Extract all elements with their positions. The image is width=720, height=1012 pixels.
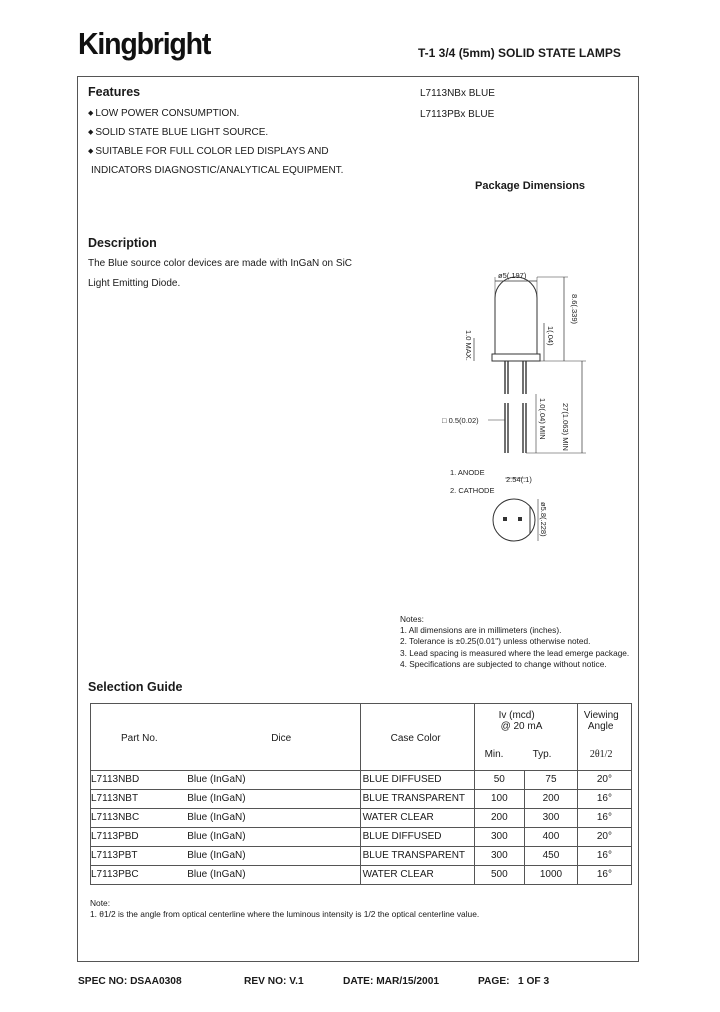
note-text: 1. θ1/2 is the angle from optical centerline where the luminous intensity is 1/2 the optical centerline value. [90, 909, 480, 919]
header-iv-condition: @ 20 mA [500, 721, 543, 732]
dim-lead-square: □ 0.5(0.02) [442, 416, 479, 425]
model-pbx: L7113PBx BLUE [420, 109, 495, 120]
feature-item-1: ◆ LOW POWER CONSUMPTION. [88, 108, 240, 119]
description-line-1: The Blue source color devices are made with InGaN on SiC [88, 258, 353, 269]
bullet-icon: ◆ [88, 148, 94, 155]
dim-top-diameter: ø5(.197) [498, 271, 527, 280]
cell-dice: Blue (InGaN) [185, 828, 360, 847]
selection-guide-table [90, 703, 632, 885]
document-title: T-1 3/4 (5mm) SOLID STATE LAMPS [418, 46, 621, 60]
cell-case: WATER CLEAR [360, 866, 474, 885]
dim-total-height: 8.6(.339) [570, 294, 579, 325]
cell-angle: 16° [577, 790, 631, 809]
cell-typ: 1000 [525, 866, 578, 885]
cell-min: 50 [474, 771, 525, 790]
cell-angle: 20° [577, 771, 631, 790]
cell-min: 200 [474, 809, 525, 828]
cell-min: 300 [474, 847, 525, 866]
header-case-color: Case Color [390, 733, 441, 744]
features-heading: Features [88, 85, 141, 99]
header-min: Min. [484, 749, 504, 760]
cell-part: L7113NBT [91, 790, 186, 809]
pin-1-label: 1. ANODE [450, 468, 485, 477]
note-3: 3. Lead spacing is measured where the lead emerge package. [400, 647, 630, 658]
feature-item-3-continuation: INDICATORS DIAGNOSTIC/ANALYTICAL EQUIPMENT. [91, 165, 344, 176]
table-row [91, 771, 632, 790]
cell-part: L7113PBT [91, 847, 186, 866]
table-row [91, 809, 632, 828]
dim-lead-length: 27(1.063) MIN [561, 403, 570, 451]
dim-dome-height: 1(.04) [546, 326, 555, 346]
cell-dice: Blue (InGaN) [185, 790, 360, 809]
led-body-outline [495, 277, 537, 354]
selection-guide-heading: Selection Guide [88, 680, 183, 694]
feature-item-2: ◆ SOLID STATE BLUE LIGHT SOURCE. [88, 127, 269, 138]
description-line-2: Light Emitting Diode. [88, 278, 181, 289]
dim-lead-spacing: 2.54(.1) [506, 475, 532, 484]
header-theta: 2θ1/2 [589, 749, 613, 760]
table-row [91, 847, 632, 866]
lead-2-cross-section [518, 517, 522, 521]
cell-typ: 400 [525, 828, 578, 847]
model-nbx: L7113NBx BLUE [420, 88, 495, 99]
note-2: 2. Tolerance is ±0.25(0.01") unless otherwise noted. [400, 636, 591, 647]
table-row [91, 828, 632, 847]
cell-angle: 16° [577, 866, 631, 885]
bullet-icon: ◆ [88, 129, 94, 136]
header-dice: Dice [271, 733, 292, 744]
feature-item-3: ◆ SUITABLE FOR FULL COLOR LED DISPLAYS AND [88, 146, 329, 157]
cell-part: L7113NBD [91, 771, 186, 790]
dim-lead-min: 1.0(.04) MIN [538, 398, 547, 440]
table-header-row [91, 704, 632, 771]
cell-angle: 20° [577, 828, 631, 847]
header-angle: Angle [587, 721, 614, 732]
notes-block [400, 614, 629, 670]
cell-typ: 300 [525, 809, 578, 828]
footer-spec-no: SPEC NO: DSAA0308 [78, 976, 182, 987]
cell-part: L7113PBC [91, 866, 186, 885]
description-heading: Description [88, 236, 157, 250]
selection-guide-note [90, 898, 479, 920]
footer-date: DATE: MAR/15/2001 [343, 976, 440, 987]
cell-angle: 16° [577, 847, 631, 866]
led-flange [492, 354, 540, 361]
cell-dice: Blue (InGaN) [185, 771, 360, 790]
bottom-view-circle [493, 499, 535, 541]
cell-angle: 16° [577, 809, 631, 828]
lead-1-cross-section [503, 517, 507, 521]
cell-part: L7113NBC [91, 809, 186, 828]
cell-min: 100 [474, 790, 525, 809]
cell-dice: Blue (InGaN) [185, 847, 360, 866]
cell-typ: 75 [525, 771, 578, 790]
table-row [91, 790, 632, 809]
dim-flange-diameter: ø5.8(.228) [539, 502, 548, 537]
footer-page: PAGE: 1 OF 3 [478, 976, 550, 987]
cell-dice: Blue (InGaN) [185, 809, 360, 828]
note-4: 4. Specifications are subjected to change without notice. [400, 658, 607, 669]
cell-case: WATER CLEAR [360, 809, 474, 828]
header-typ: Typ. [532, 749, 552, 760]
cell-case: BLUE TRANSPARENT [360, 847, 474, 866]
header-part-no: Part No. [121, 733, 158, 744]
header-iv: Iv (mcd) [498, 710, 535, 721]
footer-rev-no: REV NO: V.1 [244, 976, 304, 987]
package-dimensions-title: Package Dimensions [475, 180, 586, 192]
cell-case: BLUE DIFFUSED [360, 771, 474, 790]
cell-min: 500 [474, 866, 525, 885]
cell-typ: 200 [525, 790, 578, 809]
bullet-icon: ◆ [88, 110, 94, 117]
cell-part: L7113PBD [91, 828, 186, 847]
table-row [91, 866, 632, 885]
package-dimension-drawing [442, 268, 598, 568]
cell-typ: 450 [525, 847, 578, 866]
cell-min: 300 [474, 828, 525, 847]
pin-2-label: 2. CATHODE [450, 486, 495, 495]
dim-max-height: 1.0 MAX. [464, 330, 473, 361]
header-viewing: Viewing [583, 710, 619, 721]
note-1: 1. All dimensions are in millimeters (inches). [400, 625, 562, 636]
note-heading: Note: [90, 898, 111, 908]
notes-heading: Notes: [400, 614, 424, 624]
cell-case: BLUE TRANSPARENT [360, 790, 474, 809]
kingbright-logo: Kingbright [78, 26, 211, 61]
cell-case: BLUE DIFFUSED [360, 828, 474, 847]
cell-dice: Blue (InGaN) [185, 866, 360, 885]
